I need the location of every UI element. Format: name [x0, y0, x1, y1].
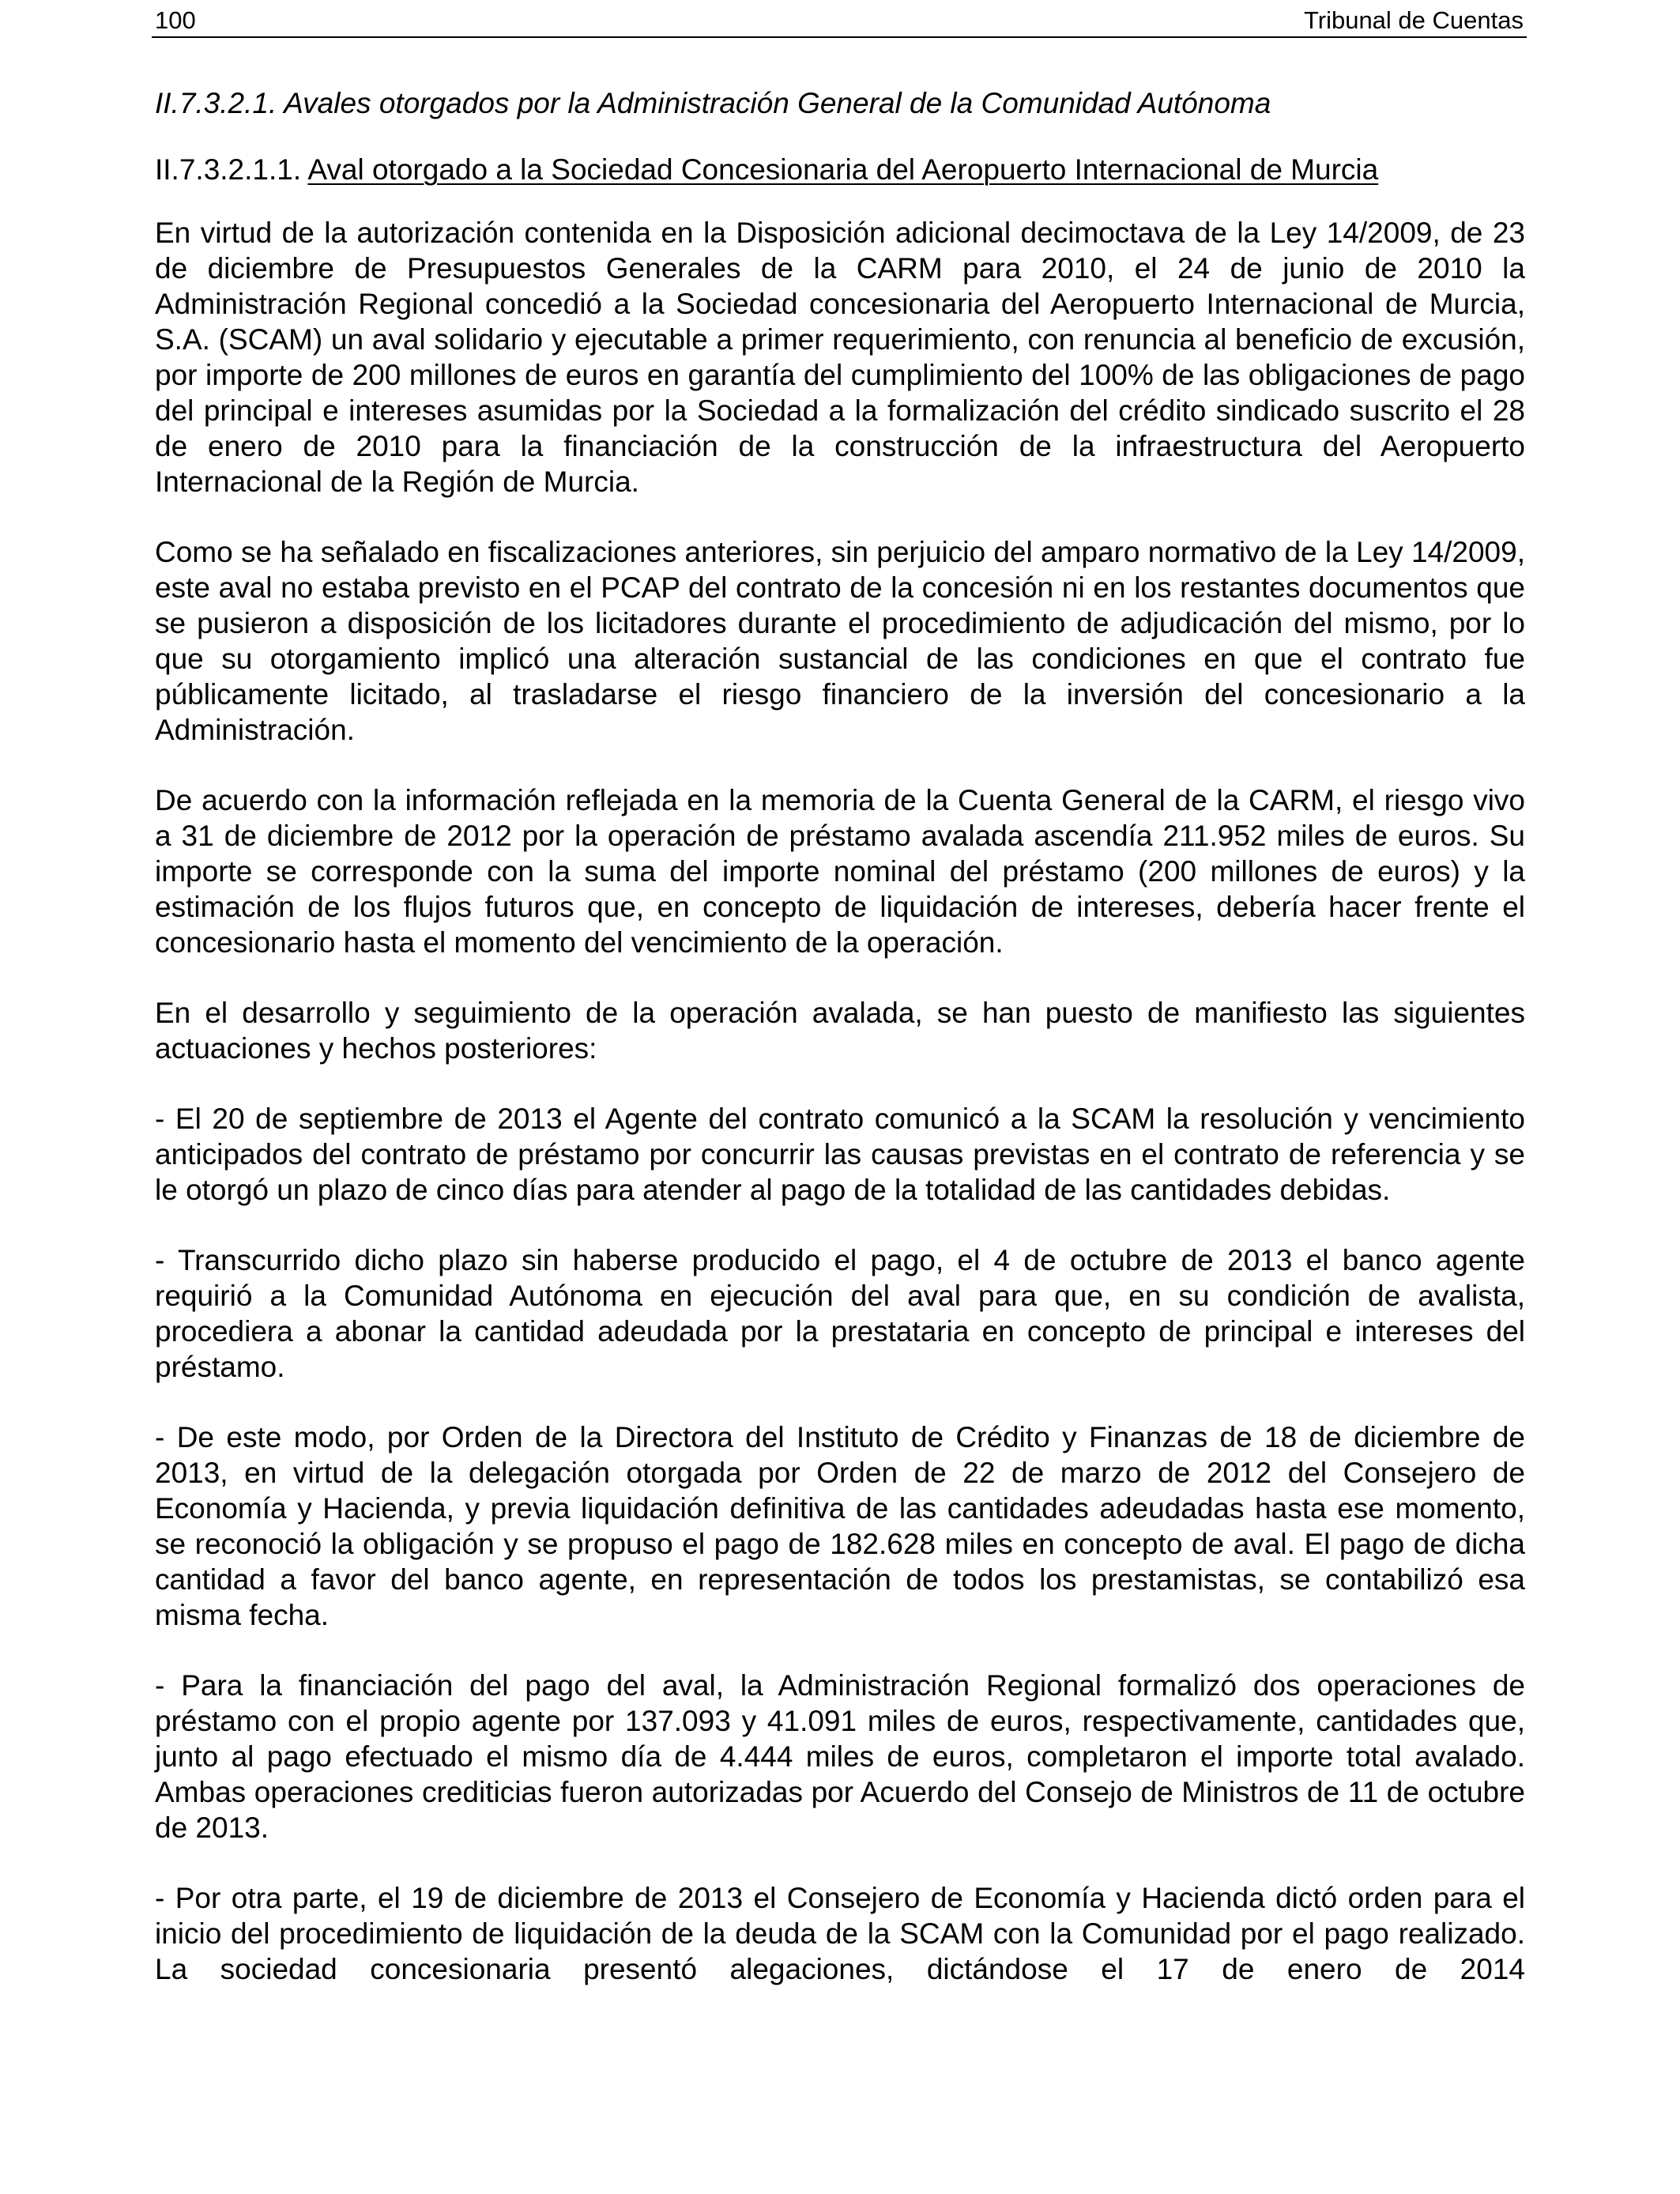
paragraph-financing: - Para la financiación del pago del aval, la Administración Regional formalizó dos operaciones de préstamo con el propio agente por 137.093 y 41.091 miles de euros, respectivamente, cantidades que, junto al pago efectuado el mismo día de 4.444 miles de euros, completaron el importe total avalado. Ambas operaciones crediticias fueron autorizadas por Acuerdo del Consejo de Ministros de 11 de octubre de 2013. [155, 1669, 1525, 1844]
paragraph-aval-requirement: - Transcurrido dicho plazo sin haberse producido el pago, el 4 de octubre de 2013 el banco agente requirió a la Comunidad Autónoma en ejecución del aval para que, en su condición de avalista, procediera a abonar la cantidad adeudada por la prestataria en concepto de principal e intereses del préstamo. [155, 1244, 1525, 1383]
page-header [152, 5, 1527, 38]
subsection-title: Aval otorgado a la Sociedad Concesionaria del Aeropuerto Internacional de Murcia [307, 153, 1379, 186]
paragraph-liquidation: - Por otra parte, el 19 de diciembre de 2013 el Consejero de Economía y Hacienda dictó orden para el inicio del procedimiento de liquidación de la deuda de la SCAM con la Comunidad por el pago realizado. La sociedad concesionaria presentó alegaciones, dictándose el 17 de enero de 2014 [155, 1882, 1525, 1985]
paragraph-prior-audits: Como se ha señalado en fiscalizaciones anteriores, sin perjuicio del amparo normativo de la Ley 14/2009, este aval no estaba previsto en el PCAP del contrato de la concesión ni en los restantes documentos que se pusieron a disposición de los licitadores durante el procedimiento de adjudicación del mismo, por lo que su otorgamiento implicó una alteración sustancial de las condiciones en que el contrato fue públicamente licitado, al trasladarse el riesgo financiero de la inversión del concesionario a la Administración. [155, 536, 1525, 746]
paragraph-aval-concession: En virtud de la autorización contenida en la Disposición adicional decimoctava de la Ley 14/2009, de 23 de diciembre de Presupuestos Generales de la CARM para 2010, el 24 de junio de 2010 la Administración Regional concedió a la Sociedad concesionaria del Aeropuerto Internacional de Murcia, S.A. (SCAM) un aval solidario y ejecutable a primer requerimiento, con renuncia al beneficio de excusión, por importe de 200 millones de euros en garantía del cumplimiento del 100% de las obligaciones de pago del principal e intereses asumidas por la Sociedad a la formalización del crédito sindicado suscrito el 28 de enero de 2010 para la financiación de la construcción de la infraestructura del Aeropuerto Internacional de la Región de Murcia. [155, 217, 1525, 498]
section-heading: II.7.3.2.1. Avales otorgados por la Administración General de la Comunidad Autónoma [155, 87, 1271, 119]
subsection-heading [155, 149, 1525, 191]
paragraph-early-termination: - El 20 de septiembre de 2013 el Agente del contrato comunicó a la SCAM la resolución y vencimiento anticipados del contrato de préstamo por concurrir las causas previstas en el contrato de referencia y se le otorgó un plazo de cinco días para atender al pago de la totalidad de las cantidades debidas. [155, 1103, 1525, 1206]
publisher-name: Tribunal de Cuentas [1303, 6, 1524, 34]
page-number: 100 [155, 6, 196, 34]
subsection-number: II.7.3.2.1.1. [155, 153, 302, 186]
paragraph-developments-intro: En el desarrollo y seguimiento de la operación avalada, se han puesto de manifiesto las siguientes actuaciones y hechos posteriores: [155, 997, 1525, 1065]
document-body [155, 82, 1525, 2022]
paragraph-live-risk: De acuerdo con la información reflejada en la memoria de la Cuenta General de la CARM, el riesgo vivo a 31 de diciembre de 2012 por la operación de préstamo avalada ascendía 211.952 miles de euros. Su importe se corresponde con la suma del importe nominal del préstamo (200 millones de euros) y la estimación de los flujos futuros que, en concepto de liquidación de intereses, debería hacer frente el concesionario hasta el momento del vencimiento de la operación. [155, 784, 1525, 959]
paragraph-payment-order: - De este modo, por Orden de la Directora del Instituto de Crédito y Finanzas de 18 de diciembre de 2013, en virtud de la delegación otorgada por Orden de 22 de marzo de 2012 del Consejero de Economía y Hacienda, y previa liquidación definitiva de las cantidades adeudadas hasta ese momento, se reconoció la obligación y se propuso el pago de 182.628 miles en concepto de aval. El pago de dicha cantidad a favor del banco agente, en representación de todos los prestamistas, se contabilizó esa misma fecha. [155, 1421, 1525, 1631]
